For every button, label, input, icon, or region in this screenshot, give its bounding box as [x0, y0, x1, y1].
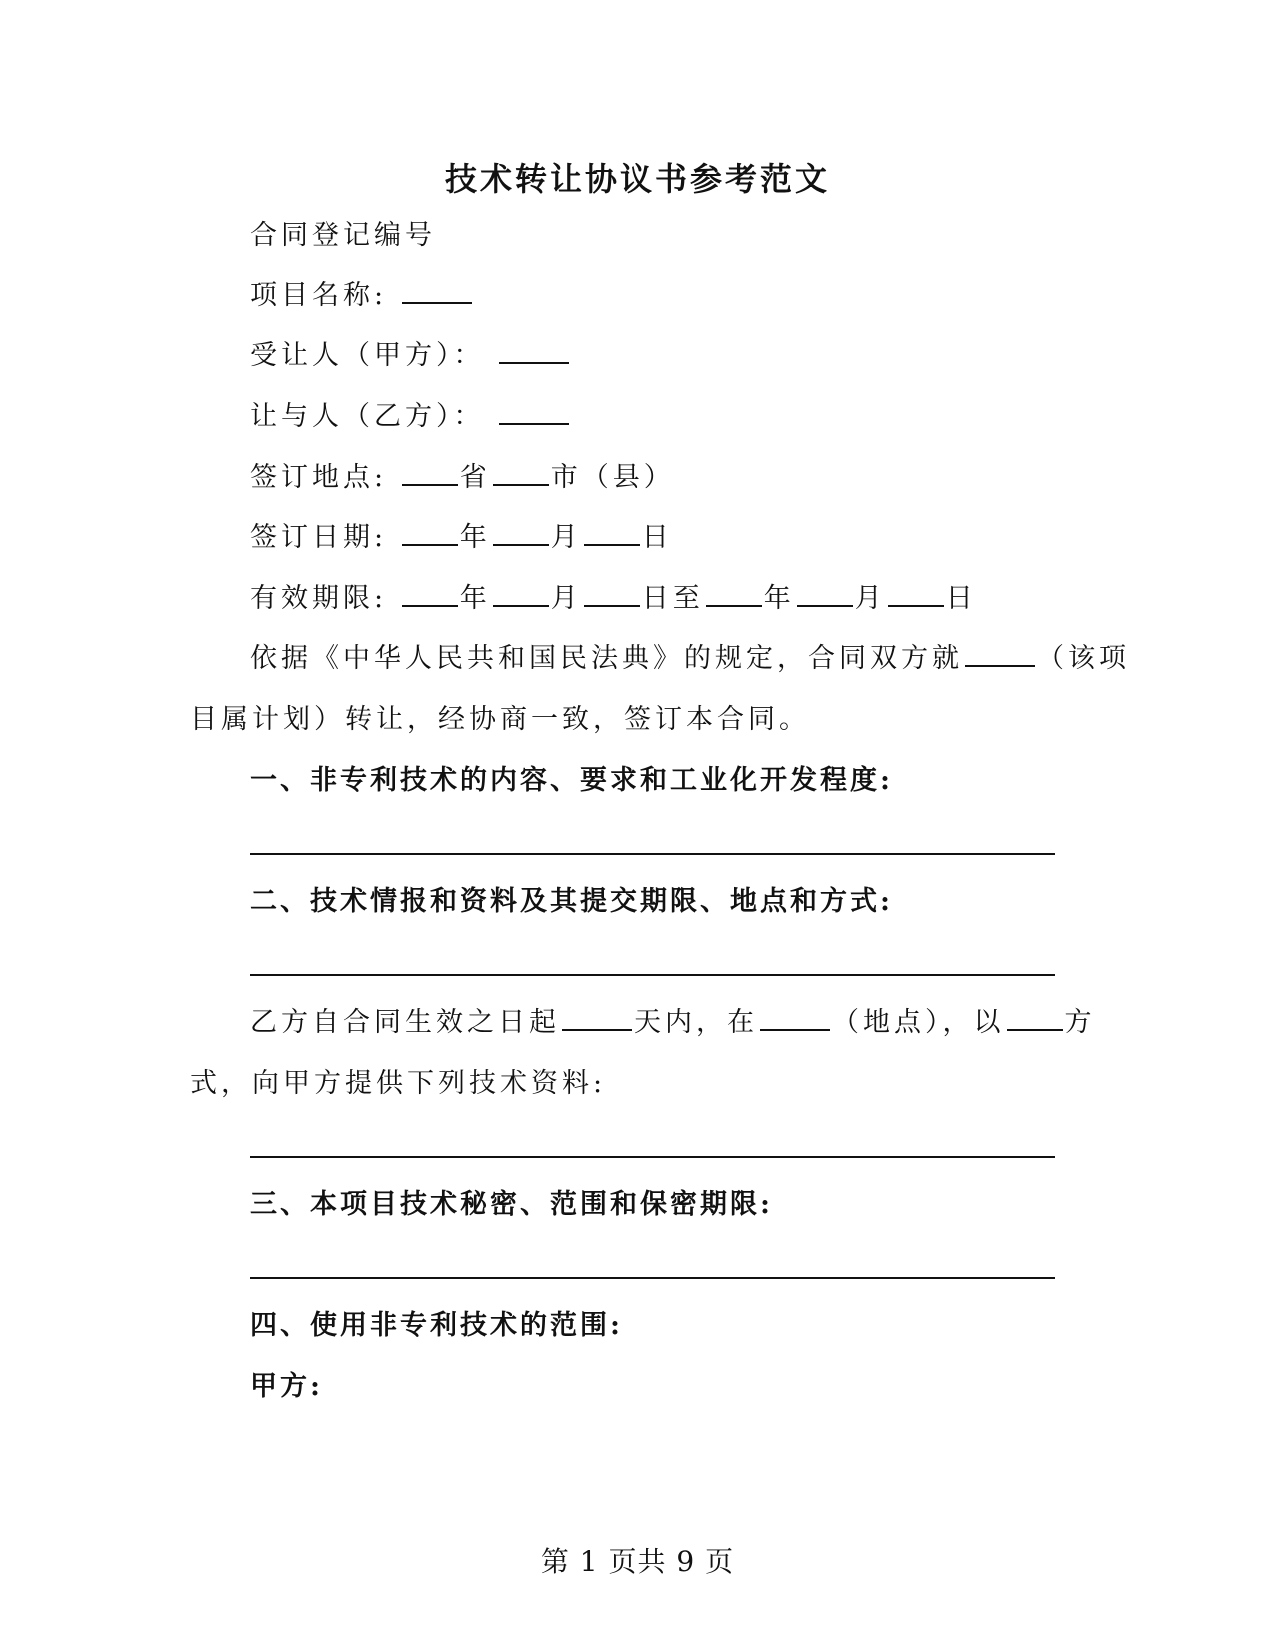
- transferee-blank: [499, 340, 569, 364]
- transferor-label: 让与人（乙方）：: [250, 401, 485, 432]
- document-title: 技术转让协议书参考范文: [444, 160, 830, 198]
- delivery-text-1: 乙方自合同生效之日起: [250, 1007, 560, 1038]
- start-month-blank: [493, 583, 549, 607]
- day-blank: [584, 522, 640, 546]
- delivery-line-2: [190, 1066, 606, 1102]
- section-3-heading: 三、本项目技术秘密、范围和保密期限:: [250, 1189, 773, 1220]
- project-name-line: [250, 278, 474, 314]
- delivery-text-3: （地点），以: [832, 1007, 1005, 1038]
- transferor-blank: [499, 401, 569, 425]
- transferor-line: [250, 399, 571, 435]
- preamble-text-2: （该项: [1037, 643, 1130, 674]
- signing-place-label: 签订地点:: [250, 462, 388, 493]
- method-blank: [1007, 1007, 1063, 1031]
- end-day-blank: [888, 583, 944, 607]
- party-a-label: 甲方:: [250, 1371, 323, 1402]
- start-day-blank: [584, 583, 640, 607]
- end-year-blank: [706, 583, 762, 607]
- end-year-text: 年: [763, 583, 795, 614]
- start-year-blank: [402, 583, 458, 607]
- start-month-text: 月: [550, 583, 582, 614]
- registration-number-label: 合同登记编号: [250, 220, 436, 251]
- section-1-heading: 一、非专利技术的内容、要求和工业化开发程度:: [250, 765, 893, 796]
- city-blank: [493, 462, 549, 486]
- start-day-text: 日: [641, 583, 673, 614]
- page-indicator: 第 1 页共 9 页: [540, 1545, 735, 1578]
- section-2-heading: 二、技术情报和资料及其提交期限、地点和方式:: [250, 886, 893, 917]
- province-text: 省: [459, 462, 491, 493]
- province-blank: [402, 462, 458, 486]
- section-4-heading: 四、使用非专利技术的范围:: [250, 1310, 623, 1341]
- month-blank: [493, 522, 549, 546]
- project-plan-blank: [965, 643, 1035, 667]
- preamble-line-1: [250, 641, 1130, 677]
- end-month-text: 月: [854, 583, 886, 614]
- delivery-text-5: 式，向甲方提供下列技术资料:: [190, 1068, 607, 1099]
- signing-date-line: [250, 520, 673, 556]
- month-text: 月: [550, 522, 582, 553]
- delivery-text-4: 方: [1064, 1007, 1096, 1038]
- city-text: 市（县）: [550, 462, 675, 493]
- preamble-text-1: 依据《中华人民共和国民法典》的规定，合同双方就: [250, 643, 963, 674]
- to-text: 至: [672, 583, 704, 614]
- section-2-rule: [250, 974, 1055, 976]
- days-blank: [562, 1007, 632, 1031]
- section-1-rule: [250, 853, 1055, 855]
- location-blank: [760, 1007, 830, 1031]
- validity-label: 有效期限:: [250, 583, 388, 614]
- project-name-blank: [402, 280, 472, 304]
- transferee-line: [250, 338, 571, 374]
- project-name-label: 项目名称:: [250, 280, 388, 311]
- validity-line: [250, 581, 977, 617]
- delivery-line-1: [250, 1005, 1096, 1041]
- signing-place-line: [250, 460, 675, 496]
- year-blank: [402, 522, 458, 546]
- delivery-rule: [250, 1156, 1055, 1158]
- end-month-blank: [797, 583, 853, 607]
- year-text: 年: [459, 522, 491, 553]
- transferee-label: 受让人（甲方）：: [250, 340, 485, 371]
- preamble-line-2: [190, 702, 810, 738]
- start-year-text: 年: [459, 583, 491, 614]
- day-text: 日: [641, 522, 673, 553]
- delivery-text-2: 天内，在: [634, 1007, 758, 1038]
- preamble-text-3: 目属计划）转让，经协商一致，签订本合同。: [190, 704, 810, 735]
- registration-number-line: [250, 218, 436, 254]
- signing-date-label: 签订日期:: [250, 522, 388, 553]
- end-day-text: 日: [945, 583, 977, 614]
- section-3-rule: [250, 1277, 1055, 1279]
